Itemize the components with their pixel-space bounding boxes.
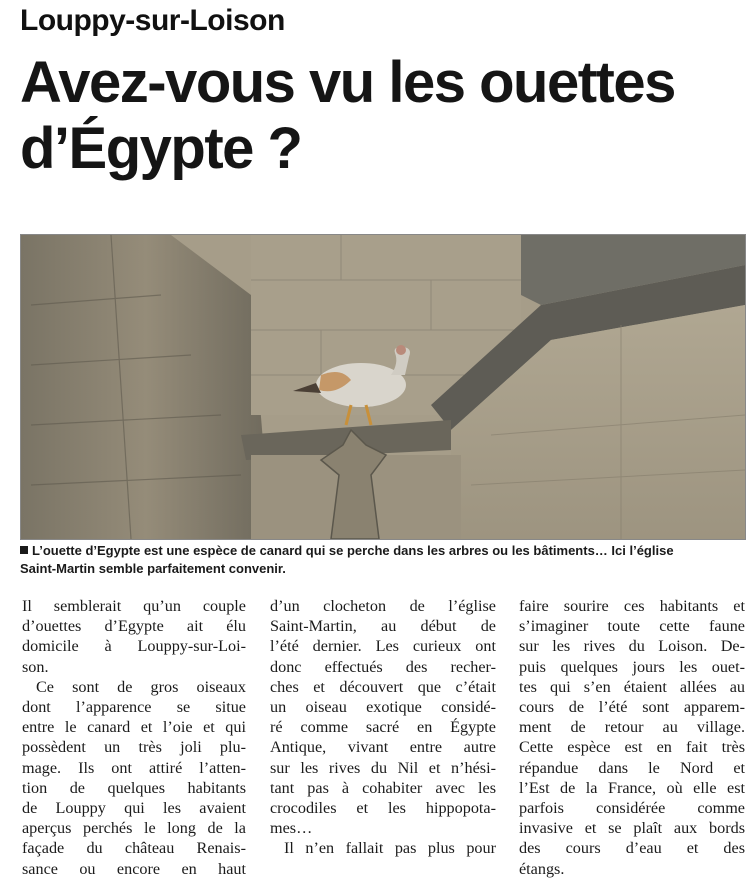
article-text-line: parfois considérée comme [519, 799, 745, 818]
article-text-line: étangs. [519, 859, 565, 878]
article-text-line: sance ou encore en haut [22, 859, 246, 878]
article-text-line: Ce sont de gros oiseaux [36, 677, 246, 696]
article-text-line: cours de l’été sont apparem- [519, 698, 745, 717]
article-text-line: l’été dernier. Les curieux ont [270, 637, 496, 656]
caption-line-2: Saint-Martin semble parfaitement convenir. [20, 561, 286, 576]
article-column-3 [519, 596, 745, 879]
article-text-line: sur les rives du Nil et n’hési- [270, 758, 496, 777]
article-text-line: d’ouettes d’Egypte ait élu [22, 617, 246, 636]
article-text-line: Saint-Martin, au début de [270, 617, 496, 636]
article-text-line: Cette espèce est en fait très [519, 738, 745, 757]
photo-caption [20, 542, 744, 578]
article-text-line: Il semblerait qu’un couple [22, 597, 246, 615]
article-text-line: dont l’apparence se situe [22, 698, 246, 717]
article-text-line: l’Est de la France, où elle est [519, 778, 745, 797]
article-text-line: tion de quelques habitants [22, 778, 246, 797]
headline [20, 50, 740, 182]
headline-line-2: d’Égypte ? [20, 116, 302, 181]
article-text-line: ches et découvert que c’était [270, 677, 496, 696]
article-text-line: façade du château Renais- [22, 839, 246, 858]
article-text-line: Antique, vivant entre autre [270, 738, 496, 757]
article-text-line: faire sourire ces habitants et [519, 597, 745, 615]
article-text-line: crocodiles et les hippopota- [270, 799, 496, 818]
article-text-line: donc effectués des recher- [270, 657, 496, 676]
article-text-line: de Louppy qui les avaient [22, 799, 246, 818]
article-column-2 [270, 596, 496, 859]
caption-bullet-icon [20, 546, 28, 554]
article-text-line: mes… [270, 819, 313, 838]
article-text-line: s’imaginer toute cette faune [519, 617, 745, 636]
article-text-line: aperçus perchés le long de la [22, 819, 246, 838]
article-text-line: tes qui s’en étaient allées au [519, 677, 745, 696]
article-text-line: sur les rives du Loison. De- [519, 637, 745, 656]
article-text-line: possèdent un très joli plu- [22, 738, 246, 757]
article-photo [20, 234, 746, 540]
article-text-line: son. [22, 657, 49, 676]
article-text-line: tant pas à cohabiter avec les [270, 778, 496, 797]
section-kicker: Louppy-sur-Loison [20, 4, 285, 37]
article-text-line: entre le canard et l’oie et qui [22, 718, 246, 737]
article-text-line: des cours d’eau et des [519, 839, 745, 858]
article-text-line: mage. Ils ont attiré l’atten- [22, 758, 246, 777]
article-text-line: domicile à Louppy-sur-Loi- [22, 637, 246, 656]
article-column-1 [22, 596, 246, 879]
article-text-line: un oiseau exotique considé- [270, 698, 496, 717]
article-text-line: répandue dans le Nord et [519, 758, 745, 777]
caption-line-1: L’ouette d’Egypte est une espèce de canard qui se perche dans les arbres ou les bâtiments… Ici l’église [32, 543, 674, 558]
article-text-line: ré comme sacré en Égypte [270, 718, 496, 737]
article-text-line: puis quelques jours les ouet- [519, 657, 745, 676]
article-text-line: d’un clocheton de l’église [270, 597, 496, 615]
article-text-line: invasive et se plaît aux bords [519, 819, 745, 838]
article-text-line: ment de retour au village. [519, 718, 745, 737]
article-text-line: Il n’en fallait pas plus pour [284, 839, 496, 858]
headline-line-1: Avez-vous vu les ouettes [20, 50, 675, 115]
egyptian-goose-on-church-icon [21, 235, 745, 539]
